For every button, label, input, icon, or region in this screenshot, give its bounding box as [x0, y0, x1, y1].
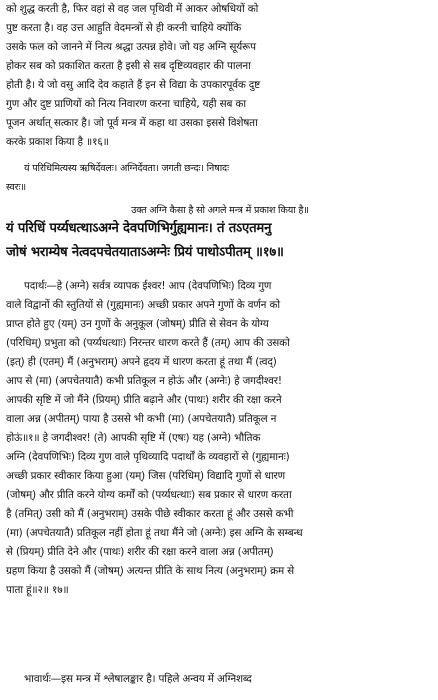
mantra-line: जोषं भराम्येष नेत्वदपचेतयाताऽअग्नेः प्रियं पाथोऽपीतम् ॥१७॥ [6, 245, 284, 260]
text-line: वाले विद्वानों की स्तुतियों से (गुह्यमानः) अच्छी प्रकार अपने गुणों के वर्णन को [6, 299, 280, 311]
text-line: होऊं॥१॥ हे जगदीश्वर! (ते) आपकी सृष्टि में (एषः) यह (अग्ने) भौतिक [6, 432, 261, 444]
text-line: (जोषम्) और प्रीति करने योग्य कर्मों को (पर्य्यधत्थाः) सब प्रकार से धारण करता [6, 489, 292, 501]
text-line: पुष्ट करता है। वह उत्त आहुति वेदमन्त्रों से ही करनी चाहिये क्योंकि [6, 22, 242, 34]
text-line: करके प्रकाश किया है ॥१६॥ [6, 136, 109, 148]
text-line: है (तमित्) उसी को मैं (अनुभराम्) उसके पीछे स्वीकार करता हूं और उससे कभी [6, 508, 294, 520]
text-line: प्राप्त होते हुए (यम्) उन गुणों के अनुकूल (जोषम्) प्रीति से सेवन के योग्य [6, 318, 269, 330]
text-line: स्वरः॥ [6, 182, 26, 193]
text-line: गुण और दुष्ट प्राणियों को नित्य निवारण करना चाहिये, यही सब का [6, 98, 246, 110]
text-line: (इत्) ही (एतम्) मैं (अनुभराम्) अपने हृदय में धारण करता हूं तथा मैं (त्वद्) [6, 356, 277, 368]
text-line: को शुद्ध करती है, फिर वहां से वह जल पृथिवी में आकर ओषधियों को [6, 3, 259, 15]
text-line: अच्छी प्रकार स्वीकार किया हुआ (यम्) जिस (परिधिम्) विद्यादि गुणों से धारण [6, 470, 285, 482]
text-line: (परिधिम्) प्रभुता को (पर्य्यधत्थाः) निरन्तर धारण करते हैं (तम्) आप की उसको [6, 337, 290, 349]
text-line: ग्रहण किया है उसको मैं (जोषम्) अत्यन्त प्रीति के साथ नित्य (अनुभराम्) क्रम से [6, 565, 295, 577]
text-line: पदार्थः—हे (अग्ने) सर्वत्र व्यापक ईश्वर! आप (देवपणिभिः) दिव्य गुण [24, 280, 272, 292]
text-line: होकर सब को प्रकाशित करता है इसी से सब दृष्टिव्यवहार की पालना [6, 60, 251, 72]
text-line: (मा) (अपचेतयातै) प्रतिकूल नहीं होता हूं तथा मैंने जो (अग्नेः) इस अग्नि के सम्बन्ध [6, 527, 303, 539]
bhavartha-line: भावार्थः—इस मन्त्र में श्लेषालङ्कार है। पहिले अन्वय में अग्निशब्द [24, 673, 252, 685]
text-line: वाला अन्न (अपीतम्) पाया है उससे भी कभी (मा) (अपचेतयातै) प्रतिकूल न [6, 413, 277, 425]
text-line: आप से (मा) (अपचेतयातै) कभी प्रतिकूल न होऊं और (अग्नेः) हे जगदीश्वर! [6, 375, 282, 387]
text-line: उसके फल को जानने में नित्य श्रद्धा उत्पन्न होवे। जो यह अग्नि सूर्यरूप [6, 41, 256, 53]
text-line: यं परिधिमित्यस्य ऋषिर्देवलः। अग्निर्देवता। जगती छन्दः। निषादः [24, 163, 229, 174]
text-line: होती है। ये जो वसु आदि देव कहाते हैं इन से विद्या के उपकारपूर्वक दुष्ट [6, 79, 261, 91]
text-line: पूजन अर्थात् सत्कार है। जो पूर्व मन्त्र में कहा था उसका इससे विशेषता [6, 117, 258, 129]
mantra-line: यं परिधिं पर्य्यधत्थाऽअग्ने देवपणिभिर्गुह्यमानः। तं तऽएतमनु [6, 221, 272, 236]
text-line: से (प्रियम्) प्रीति देने और (पाथः) शरीर की रक्षा करने वाला अन्न (अपीतम्) [6, 546, 274, 558]
text-line: अग्नि (देवपणिभिः) दिव्य गुण वाले पृथिव्यादि पदार्थों के व्यवहारों से (गुह्यमानः) [6, 451, 290, 463]
text-line: पाता हूं॥२॥ १७॥ [6, 584, 69, 596]
mantra-intro: उक्त अग्नि कैसा है सो अगले मन्त्र में प्रकाश किया है॥ [131, 205, 309, 216]
text-line: आपकी सृष्टि में जो मैंने (प्रियम्) प्रीति बढ़ाने और (पाथः) शरीर की रक्षा करने [6, 394, 282, 406]
